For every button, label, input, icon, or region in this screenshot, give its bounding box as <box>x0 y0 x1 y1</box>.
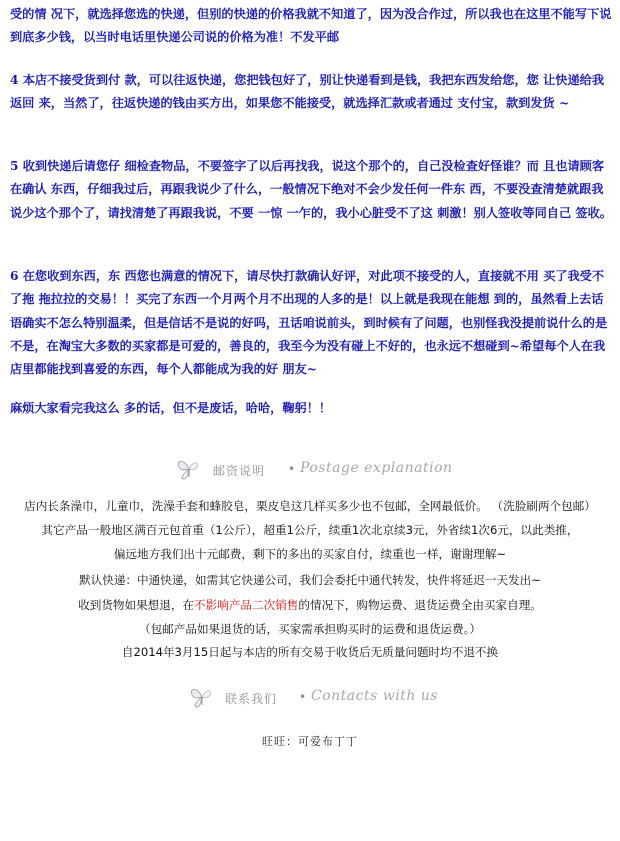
postage-line: 店内长条澡巾，儿童巾，洗澡手套和蜂胶皂，栗皮皂这几样买多少也不包邮，全网最低价。 （洗脸刷两个包邮） <box>24 499 596 513</box>
postage-line: 默认快递：中通快递，如需其它快递公司，我们会委托中通代转发，快件将延迟一天发出~ <box>79 573 541 587</box>
postage-title-en: Postage explanation <box>300 460 453 476</box>
postage-line: 自2014年3月15日起与本店的所有交易于收货后无质量问题时均不退不换 <box>121 645 499 659</box>
butterfly-icon <box>188 683 216 715</box>
paragraph-delivery-price: 受的情 况下，就选择您选的快递，但别的快递的价格我就不知道了，因为没合作过，所以我也在这里不能写下说到底多少钱，以当时电话里快递公司说的价格为准！不发平邮 <box>10 7 612 45</box>
paragraph-no-cod: 4 本店不接受货到付 款，可以往返快递，您把钱包好了，别让快递看到是钱，我把东西发给您，您 让快递给我返回 来，当然了，往返快递的钱由买方出，如果您不能接受，就选择汇款或者通过 支付宝，款到发货 ~ <box>10 73 605 111</box>
return-highlight: 不影响产品二次销售 <box>194 598 299 612</box>
title-separator-dot: • <box>288 462 296 476</box>
return-text-after: 的情况下，购物运费、退货运费全由买家自理。 <box>298 598 542 612</box>
postage-title-cn: 邮资说明 <box>213 464 266 478</box>
postage-line: （包邮产品如果退货的话，买家需承担购买时的运费和退货运费。） <box>138 622 481 636</box>
contact-section-header <box>0 683 620 713</box>
wangwang-contact: 旺旺：可爱布丁丁 <box>262 735 358 748</box>
butterfly-icon <box>175 455 203 487</box>
contact-title-en: Contacts with us <box>311 688 438 704</box>
paragraph-closing: 麻烦大家看完我这么 多的话，但不是废话，哈哈，鞠躬！！ <box>10 401 332 415</box>
postage-section-header <box>0 455 620 485</box>
title-separator-dot: • <box>299 690 307 704</box>
return-text-before: 收到货物如果想退，在 <box>78 598 195 612</box>
postage-line: 偏远地方我们出十元邮费，剩下的多出的买家自付，续重也一样，谢谢理解~ <box>113 547 507 561</box>
paragraph-check-goods: 5 收到快递后请您仔 细检查物品，不要签字了以后再找我，说这个那个的，自己没检查好怪谁？而 且也请顾客在确认 东西，仔细我过后，再跟我说少了什么，一般情况下绝对不会少发任何一件东 西，不要没查清楚就跟我 说少这个那个了，请找清楚了再跟我说，不要 一惊 一乍的，我小心脏受不了这 刺激！别人签收等同自己 签收。 <box>10 159 612 220</box>
contact-title-cn: 联系我们 <box>225 692 278 706</box>
postage-line: 其它产品一般地区满百元包首重（1公斤），超重1公斤，续重1次北京续3元，外省续1次6元，以此类推， <box>41 523 579 537</box>
paragraph-feedback: 6 在您收到东西，东 西您也满意的情况下，请尽快打款确认好评，对此项不接受的人，直接就不用 买了我受不了拖 拖拉拉的交易！！买完了东西一个月两个月不出现的人多的是！以上就是我现在能想 到的，虽然看上去话语确实不怎么特别温柔，但是信话不是说的好吗，丑话咱说前头，到时候有了问题，也别怪我没提前说什么的是不是，在淘宝大多数的买家都是可爱的，善良的，我至今为没有碰上不好的，也永远不想碰到~希望每个人在我店里都能找到喜爱的东西，每个人都能成为我的好 朋友~ <box>10 269 608 377</box>
postage-line-return <box>0 597 620 613</box>
